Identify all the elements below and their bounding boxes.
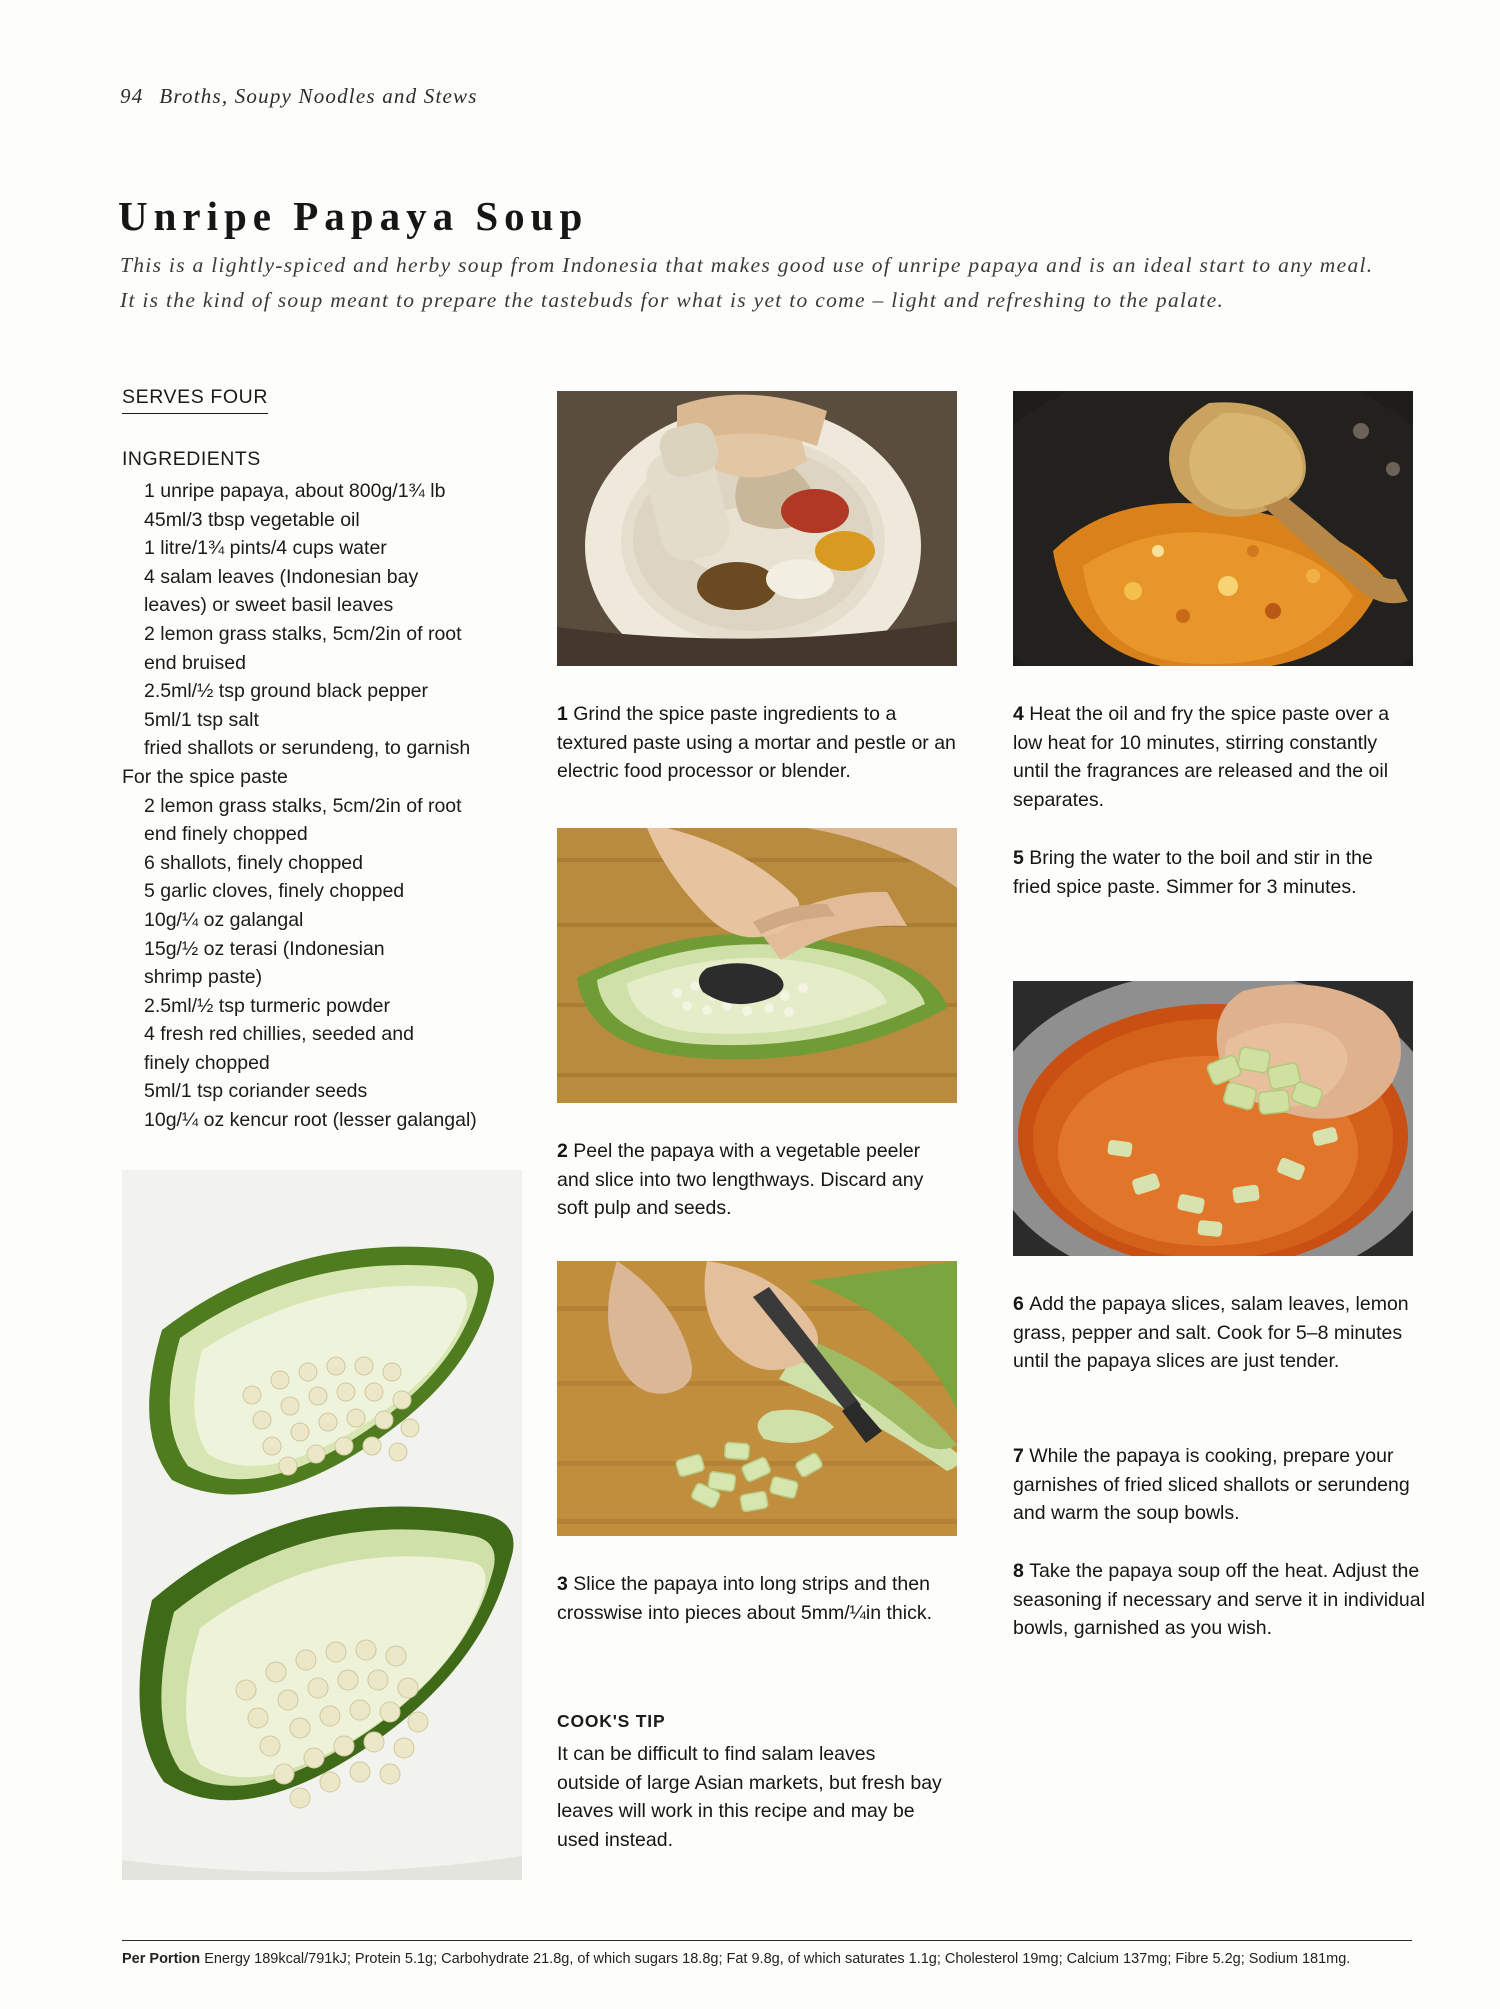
list-item: 6 shallots, finely chopped <box>144 851 363 874</box>
folio-section-title: Broths, Soupy Noodles and Stews <box>159 84 478 108</box>
photo-mortar-and-pestle <box>557 391 957 666</box>
list-item: 2 lemon grass stalks, 5cm/2in of root <box>144 622 462 645</box>
list-item: 4 salam leaves (Indonesian bay <box>144 565 419 588</box>
step-8-text: Take the papaya soup off the heat. Adjust the seasoning if necessary and serve it in individual bowls, garnished as you wish. <box>1013 1560 1425 1639</box>
ingredients-heading: INGREDIENTS <box>122 448 261 470</box>
step-4 <box>1013 700 1418 814</box>
list-item: 5ml/1 tsp salt <box>144 708 259 731</box>
list-item: 45ml/3 tbsp vegetable oil <box>144 508 360 531</box>
list-item: 5 garlic cloves, finely chopped <box>144 880 405 903</box>
step-2-number: 2 <box>557 1140 574 1162</box>
list-item: 10g/¼ oz kencur root (lesser galangal) <box>144 1109 477 1132</box>
step-3-number: 3 <box>557 1573 574 1595</box>
folio-page-number: 94 <box>120 84 144 108</box>
cooks-tip-text: It can be difficult to find salam leaves outside of large Asian markets, but fresh bay leaves will work in this recipe and may be used instead. <box>557 1743 942 1851</box>
list-item: 4 fresh red chillies, seeded and <box>144 1023 414 1046</box>
photo-slicing-papaya-graphic <box>557 1261 957 1536</box>
list-item: 2 lemon grass stalks, 5cm/2in of root <box>144 794 462 817</box>
nutrition-text: Energy 189kcal/791kJ; Protein 5.1g; Carbohydrate 21.8g, of which sugars 18.8g; Fat 9.8g, of which saturates 1.1g; Cholesterol 19mg; Calcium 137mg; Fibre 5.2g; Sodium 181mg. <box>204 1951 1351 1967</box>
list-item: 2.5ml/½ tsp ground black pepper <box>144 680 429 703</box>
photo-scooping-seeds <box>557 828 957 1103</box>
photo-mortar-and-pestle-graphic <box>557 391 957 666</box>
step-2 <box>557 1137 957 1223</box>
step-7 <box>1013 1442 1425 1528</box>
list-item: 1 unripe papaya, about 800g/1¾ lb <box>144 480 446 502</box>
list-item: 15g/½ oz terasi (Indonesian <box>144 937 385 960</box>
nutrition-label: Per Portion <box>122 1951 205 1967</box>
ingredients-column <box>122 386 542 1135</box>
list-item: 2.5ml/½ tsp turmeric powder <box>144 994 391 1017</box>
step-1 <box>557 700 965 786</box>
list-item: shrimp paste) <box>144 966 263 989</box>
page-title: Unripe Papaya Soup <box>118 193 589 240</box>
step-8-number: 8 <box>1013 1560 1030 1582</box>
step-7-number: 7 <box>1013 1445 1030 1467</box>
step-2-text: Peel the papaya with a vegetable peeler and slice into two lengthways. Discard any soft pulp and seeds. <box>557 1140 924 1219</box>
photo-adding-papaya-to-pot-graphic <box>1013 981 1413 1256</box>
list-item: 1 litre/1¾ pints/4 cups water <box>144 537 387 560</box>
step-5-number: 5 <box>1013 847 1030 869</box>
step-4-text: Heat the oil and fry the spice paste over a low heat for 10 minutes, stirring constantly until the fragrances are released and the oil separates. <box>1013 703 1390 811</box>
list-item: fried shallots or serundeng, to garnish <box>144 737 471 760</box>
photo-adding-papaya-to-pot <box>1013 981 1413 1256</box>
step-3 <box>557 1570 957 1627</box>
recipe-introduction: This is a lightly-spiced and herby soup from Indonesia that makes good use of unripe papaya and is an ideal start to any meal. It is the kind of soup meant to prepare the tastebuds for what is yet to come – light and refreshing to the palate. <box>120 253 1374 312</box>
nutrition-footer <box>122 1940 1412 1968</box>
spice-paste-heading: For the spice paste <box>122 765 288 788</box>
step-6-number: 6 <box>1013 1293 1030 1315</box>
step-5-text: Bring the water to the boil and stir in the fried spice paste. Simmer for 3 minutes. <box>1013 847 1373 898</box>
photo-halved-papaya-graphic <box>122 1170 522 1880</box>
step-8 <box>1013 1557 1425 1643</box>
step-1-number: 1 <box>557 703 574 725</box>
photo-frying-spice-paste <box>1013 391 1413 666</box>
photo-frying-spice-paste-graphic <box>1013 391 1413 666</box>
photo-scooping-seeds-graphic <box>557 828 957 1103</box>
list-item: 5ml/1 tsp coriander seeds <box>144 1080 368 1103</box>
step-6-text: Add the papaya slices, salam leaves, lemon grass, pepper and salt. Cook for 5–8 minutes until the papaya slices are just tender. <box>1013 1293 1409 1372</box>
list-item: leaves) or sweet basil leaves <box>144 594 394 617</box>
list-item: finely chopped <box>144 1051 270 1074</box>
folio <box>120 84 478 109</box>
cooks-tip-heading: COOK'S TIP <box>557 1711 666 1731</box>
list-item: end finely chopped <box>144 823 308 846</box>
photo-halved-papaya <box>122 1170 522 1880</box>
photo-slicing-papaya <box>557 1261 957 1536</box>
serves-label: SERVES FOUR <box>122 386 268 414</box>
ingredients-list <box>122 477 542 1135</box>
step-4-number: 4 <box>1013 703 1030 725</box>
step-6 <box>1013 1290 1425 1376</box>
step-1-text: Grind the spice paste ingredients to a textured paste using a mortar and pestle or an electric food processor or blender. <box>557 703 956 782</box>
list-item: 10g/¼ oz galangal <box>144 908 304 931</box>
list-item: end bruised <box>144 651 246 674</box>
step-5 <box>1013 844 1413 901</box>
step-7-text: While the papaya is cooking, prepare your garnishes of fried sliced shallots or serundeng and warm the soup bowls. <box>1013 1445 1410 1524</box>
step-3-text: Slice the papaya into long strips and then crosswise into pieces about 5mm/¼in thick. <box>557 1573 932 1624</box>
